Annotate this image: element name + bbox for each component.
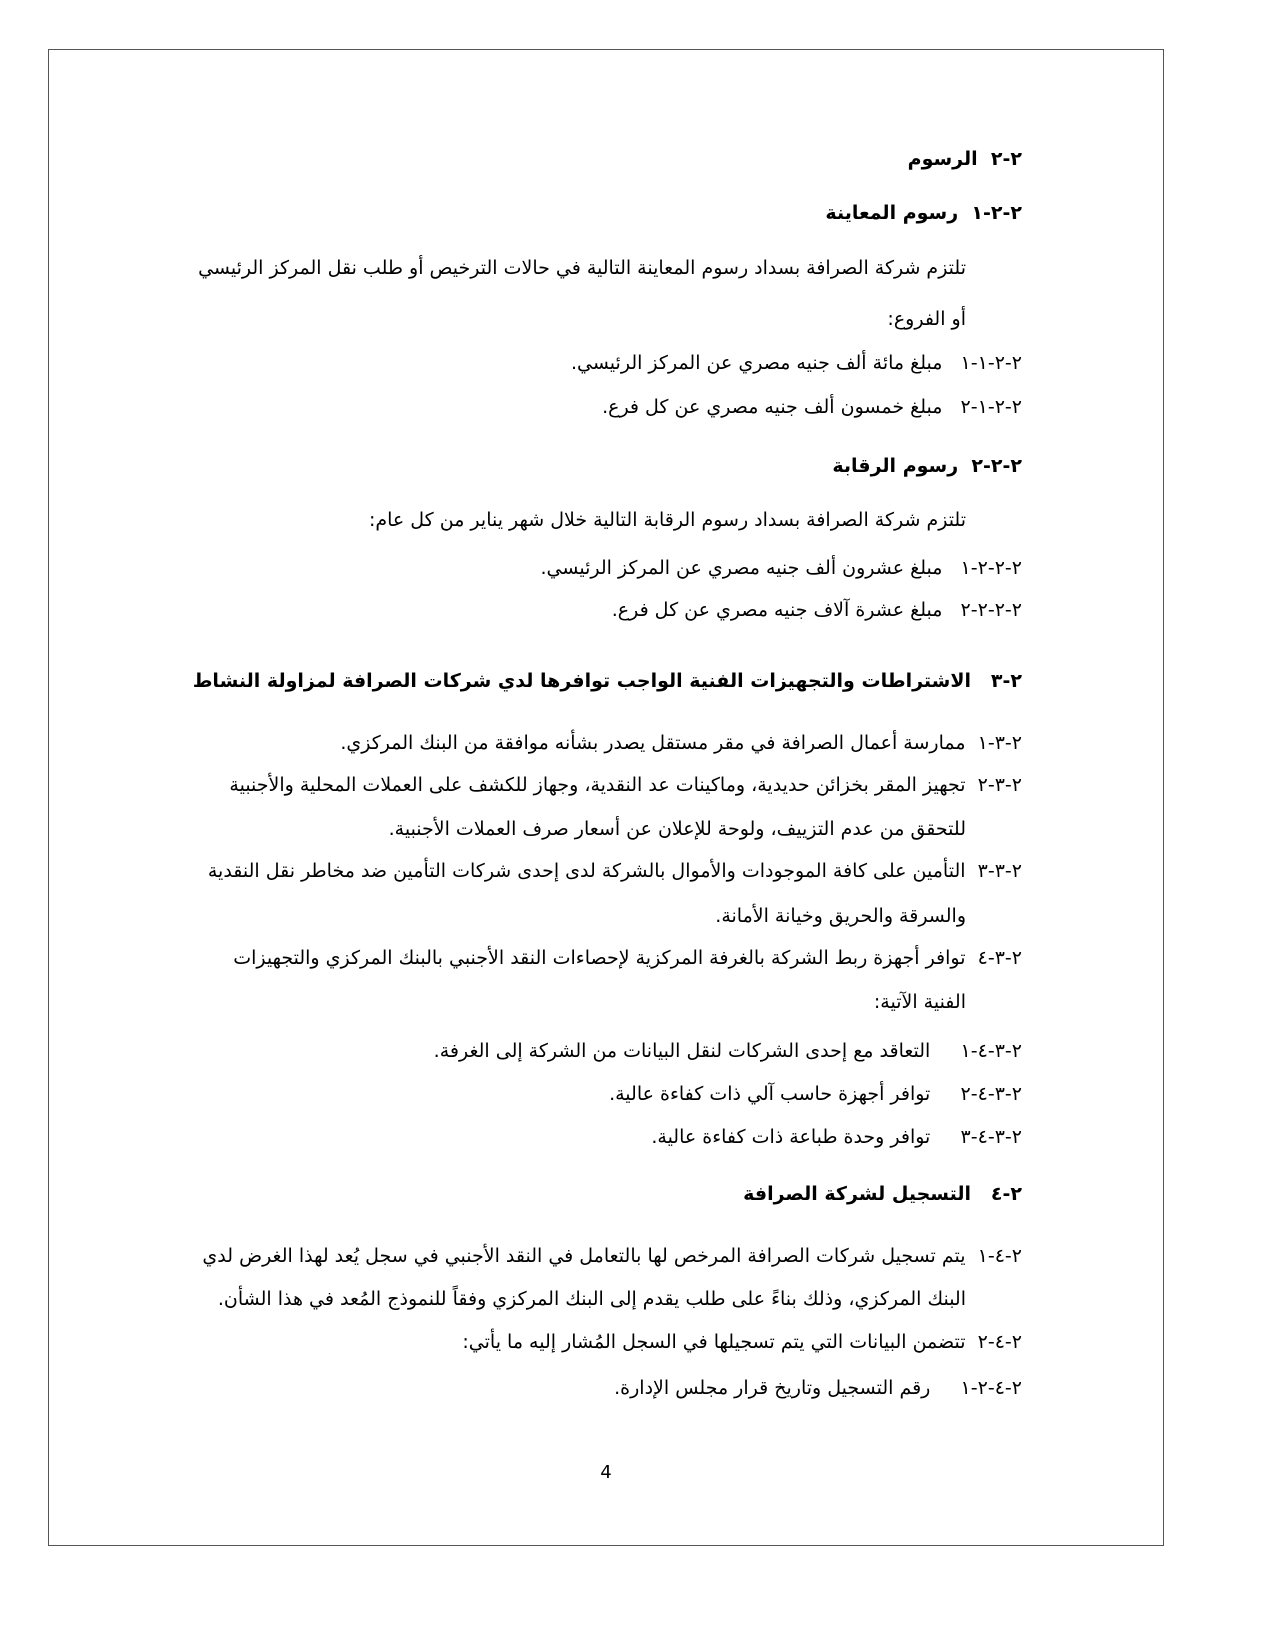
list-item: ٢-٢-٢-٢ مبلغ عشرة آلاف جنيه مصري عن كل فرع. <box>611 599 1022 621</box>
paragraph-line: تلتزم شركة الصرافة بسداد رسوم المعاينة التالية في حالات الترخيص أو طلب نقل المركز الرئيسي <box>198 257 966 279</box>
list-item-continuation: والسرقة والحريق وخيانة الأمانة. <box>715 905 966 927</box>
list-item: ٢-٣-٣ التأمين على كافة الموجودات والأموال بالشركة لدى إحدى شركات التأمين ضد مخاطر نقل النقدية <box>207 860 1022 882</box>
page-number: 4 <box>600 1462 612 1483</box>
section-heading-2-2-2: ٢-٢-٢ رسوم الرقابة <box>832 455 1022 477</box>
paragraph-line: تلتزم شركة الصرافة بسداد رسوم الرقابة التالية خلال شهر يناير من كل عام: <box>368 509 966 531</box>
sub-list-item: ٢-٣-٤-١ التعاقد مع إحدى الشركات لنقل البيانات من الشركة إلى الغرفة. <box>433 1040 1022 1062</box>
sub-list-item: ٢-٤-٢-١ رقم التسجيل وتاريخ قرار مجلس الإدارة. <box>614 1377 1022 1399</box>
list-item: ٢-٢-١-٢ مبلغ خمسون ألف جنيه مصري عن كل فرع. <box>602 396 1022 418</box>
sub-list-item: ٢-٣-٤-٢ توافر أجهزة حاسب آلي ذات كفاءة عالية. <box>609 1083 1022 1105</box>
section-heading-2-3: ٢-٣ الاشتراطات والتجهيزات الفنية الواجب توافرها لدي شركات الصرافة لمزاولة النشاط <box>192 670 1022 692</box>
list-item: ٢-٢-١-١ مبلغ مائة ألف جنيه مصري عن المركز الرئيسي. <box>570 352 1022 374</box>
paragraph-line: أو الفروع: <box>887 308 966 330</box>
sub-list-item: ٢-٣-٤-٣ توافر وحدة طباعة ذات كفاءة عالية. <box>651 1126 1022 1148</box>
list-item-continuation: للتحقق من عدم التزييف، ولوحة للإعلان عن أسعار صرف العملات الأجنبية. <box>388 818 966 840</box>
list-item-continuation: الفنية الآتية: <box>873 991 966 1013</box>
list-item: ٢-٢-٢-١ مبلغ عشرون ألف جنيه مصري عن المركز الرئيسي. <box>540 557 1022 579</box>
list-item: ٢-٣-٤ توافر أجهزة ربط الشركة بالغرفة المركزية لإحصاءات النقد الأجنبي بالبنك المركزي والتجهيزات <box>233 947 1022 969</box>
list-item: ٢-٣-٢ تجهيز المقر بخزائن حديدية، وماكينات عد النقدية، وجهاز للكشف على العملات المحلية والأجنبية <box>229 774 1022 796</box>
list-item-continuation: البنك المركزي، وذلك بناءً على طلب يقدم إلى البنك المركزي وفقاً للنموذج المُعد في هذا الشأن. <box>217 1288 966 1310</box>
section-heading-2-2: ٢-٢ الرسوم <box>907 148 1022 170</box>
list-item: ٢-٣-١ ممارسة أعمال الصرافة في مقر مستقل يصدر بشأنه موافقة من البنك المركزي. <box>340 732 1022 754</box>
section-heading-2-2-1: ٢-٢-١ رسوم المعاينة <box>825 202 1022 224</box>
list-item: ٢-٤-١ يتم تسجيل شركات الصرافة المرخص لها بالتعامل في النقد الأجنبي في سجل يُعد لهذا الغرض لدي <box>202 1245 1022 1267</box>
list-item: ٢-٤-٢ تتضمن البيانات التي يتم تسجيلها في السجل المُشار إليه ما يأتي: <box>462 1331 1022 1353</box>
section-heading-2-4: ٢-٤ التسجيل لشركة الصرافة <box>743 1183 1022 1205</box>
